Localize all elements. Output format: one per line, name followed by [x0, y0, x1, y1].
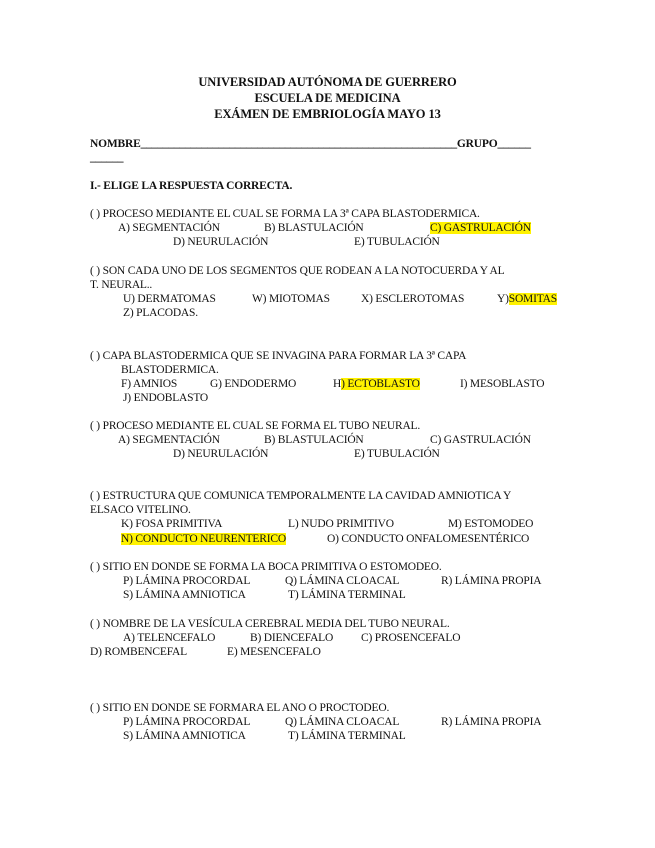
highlight-mark: ) ECTOBLASTO — [341, 378, 420, 390]
question-text: SITIO EN DONDE SE FORMA LA BOCA PRIMITIVA O ESTOMODEO. — [102, 561, 442, 573]
option: D) NEURULACIÓN — [173, 448, 269, 460]
option-letter: Y) — [497, 293, 509, 305]
option-letter: H — [333, 378, 342, 390]
option: S) LÁMINA AMNIOTICA — [123, 589, 246, 601]
option: C) PROSENCEFALO — [361, 632, 461, 644]
option: F) AMNIOS — [121, 378, 178, 390]
option: J) ENDOBLASTO — [123, 392, 209, 404]
option: D) NEURULACIÓN — [173, 236, 269, 248]
option: M) ESTOMODEO — [448, 518, 534, 530]
option: X) ESCLEROTOMAS — [361, 293, 465, 305]
name-field[interactable]: _________________________________________________________ — [140, 138, 457, 150]
option: A) SEGMENTACIÓN — [118, 434, 220, 446]
group-field-continued[interactable]: ______ — [90, 152, 124, 164]
question-text-continued: ELSACO VITELINO. — [90, 504, 191, 516]
option: L) NUDO PRIMITIVO — [288, 518, 394, 530]
option-highlighted — [333, 378, 420, 390]
university-title: UNIVERSIDAD AUTÓNOMA DE GUERRERO — [198, 75, 457, 89]
question-text: NOMBRE DE LA VESÍCULA CEREBRAL MEDIA DEL TUBO NEURAL. — [102, 618, 450, 630]
option: Z) PLACODAS. — [123, 307, 198, 319]
exam-title: EXÁMEN DE EMBRIOLOGÍA MAYO 13 — [214, 107, 441, 121]
highlight-mark: N) CONDUCTO NEURENTERICO — [121, 533, 286, 545]
option: E) MESENCEFALO — [227, 646, 321, 658]
option: B) BLASTULACIÓN — [264, 434, 364, 446]
question-text: ESTRUCTURA QUE COMUNICA TEMPORALMENTE LA CAVIDAD AMNIOTICA Y — [102, 490, 512, 502]
question-8 — [90, 702, 389, 714]
option: R) LÁMINA PROPIA — [441, 575, 542, 587]
option: S) LÁMINA AMNIOTICA — [123, 730, 246, 742]
answer-blank[interactable]: ( ) — [90, 490, 100, 502]
option: T) LÁMINA TERMINAL — [288, 589, 406, 601]
option: W) MIOTOMAS — [252, 293, 330, 305]
option: I) MESOBLASTO — [460, 378, 545, 390]
name-group-line — [90, 138, 531, 150]
option: G) ENDODERMO — [210, 378, 297, 390]
group-label: GRUPO — [456, 138, 498, 150]
option: P) LÁMINA PROCORDAL — [123, 575, 251, 587]
answer-blank[interactable]: ( ) — [90, 618, 100, 630]
option: A) TELENCEFALO — [123, 632, 216, 644]
answer-blank[interactable]: ( ) — [90, 561, 100, 573]
question-1 — [90, 208, 480, 220]
option: T) LÁMINA TERMINAL — [288, 730, 406, 742]
question-text: SITIO EN DONDE SE FORMARA EL ANO O PROCTODEO. — [102, 702, 390, 714]
answer-blank[interactable]: ( ) — [90, 702, 100, 714]
question-2 — [90, 265, 504, 277]
question-6 — [90, 561, 442, 573]
question-4 — [90, 420, 420, 432]
group-field[interactable]: ______ — [497, 138, 531, 150]
option: Q) LÁMINA CLOACAL — [285, 575, 400, 587]
question-text-continued: BLASTODERMICA. — [121, 364, 219, 376]
highlight-mark: C) GASTRULACIÓN — [430, 222, 531, 234]
question-text-continued: T. NEURAL.. — [90, 279, 153, 291]
answer-blank[interactable]: ( ) — [90, 350, 100, 362]
option: Q) LÁMINA CLOACAL — [285, 716, 400, 728]
option: K) FOSA PRIMITIVA — [121, 518, 223, 530]
answer-blank[interactable]: ( ) — [90, 420, 100, 432]
option: E) TUBULACIÓN — [354, 236, 440, 248]
answer-blank[interactable]: ( ) — [90, 265, 100, 277]
option: P) LÁMINA PROCORDAL — [123, 716, 251, 728]
option: O) CONDUCTO ONFALOMESENTÉRICO — [327, 533, 530, 545]
name-label: NOMBRE — [90, 138, 141, 150]
question-3 — [90, 350, 466, 362]
question-5 — [90, 490, 511, 502]
option: U) DERMATOMAS — [123, 293, 216, 305]
option: R) LÁMINA PROPIA — [441, 716, 542, 728]
option: A) SEGMENTACIÓN — [118, 222, 220, 234]
question-text: CAPA BLASTODERMICA QUE SE INVAGINA PARA FORMAR LA 3ª CAPA — [102, 350, 467, 362]
question-7 — [90, 618, 450, 630]
school-title: ESCUELA DE MEDICINA — [254, 91, 401, 105]
question-text: PROCESO MEDIANTE EL CUAL SE FORMA EL TUBO NEURAL. — [102, 420, 421, 432]
option-highlighted — [497, 293, 557, 305]
option-highlighted — [121, 533, 286, 545]
option: C) GASTRULACIÓN — [430, 434, 531, 446]
section-title: I.- ELIGE LA RESPUESTA CORRECTA. — [90, 180, 293, 192]
option-highlighted — [430, 222, 531, 234]
question-text: PROCESO MEDIANTE EL CUAL SE FORMA LA 3ª CAPA BLASTODERMICA. — [102, 208, 480, 220]
option: B) DIENCEFALO — [250, 632, 334, 644]
answer-blank[interactable]: ( ) — [90, 208, 100, 220]
option: E) TUBULACIÓN — [354, 448, 440, 460]
option: D) ROMBENCEFAL — [90, 646, 187, 658]
option: B) BLASTULACIÓN — [264, 222, 364, 234]
highlight-mark: SOMITAS — [508, 293, 557, 305]
question-text: SON CADA UNO DE LOS SEGMENTOS QUE RODEAN A LA NOTOCUERDA Y AL — [102, 265, 505, 277]
